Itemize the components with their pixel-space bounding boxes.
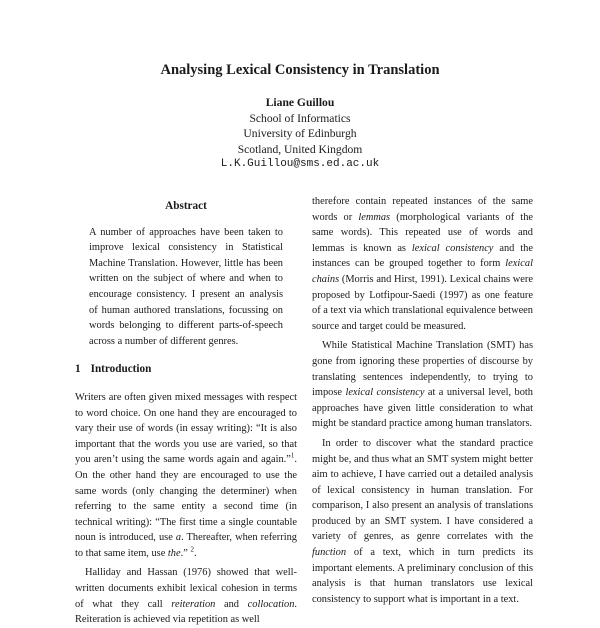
section-number: 1 bbox=[75, 363, 81, 376]
emphasis: reiteration bbox=[171, 598, 216, 610]
right-column bbox=[312, 194, 533, 607]
author-affiliation-university: University of Edinburgh bbox=[243, 127, 357, 141]
text-run: . Reiteration is achieved via repetition as well bbox=[75, 598, 297, 626]
emphasis: lexical consistency bbox=[345, 387, 425, 399]
author-email: L.K.Guillou@sms.ed.ac.uk bbox=[220, 158, 380, 171]
intro-paragraph-4 bbox=[312, 338, 533, 432]
intro-paragraph-1 bbox=[75, 390, 297, 562]
abstract-heading: Abstract bbox=[165, 200, 207, 212]
emphasis: the bbox=[167, 547, 181, 559]
footnote-marker-1: 1 bbox=[290, 451, 295, 460]
text-run: and bbox=[215, 598, 248, 610]
text-run: and the instances can be grouped together to form bbox=[312, 242, 533, 270]
author-affiliation-school: School of Informatics bbox=[249, 111, 351, 125]
text-run: While Statistical Machine Translation (SMT) has gone from ignoring these properties of discourse by translating sentences independently, to trying to impose bbox=[312, 340, 533, 399]
text-run: Writers are often given mixed messages with respect to word choice. On one hand they are encouraged to vary their use of words (in essay writing): “It is also important that the words you use are varied, so that you aren’t using the same words again and again.” bbox=[75, 391, 297, 466]
paper-title: Analysing Lexical Consistency in Translation bbox=[160, 62, 440, 78]
section-heading-introduction bbox=[75, 362, 297, 378]
abstract-text: A number of approaches have been taken to improve lexical consistency in Statistical Machine Translation. However, little has been written on the subject of where and when to encourage consistency. I present an analysis of human authored translations, focussing on words belonging to different parts-of-speech across a number of different genres. bbox=[89, 226, 283, 347]
intro-paragraph-2 bbox=[75, 565, 297, 627]
section-title: Introduction bbox=[90, 363, 152, 376]
intro-paragraph-5 bbox=[312, 436, 533, 608]
text-run: In order to discover what the standard practice might be, and thus what an SMT system might better aim to achieve, I have carried out a detailed analysis of lexical consistency in human translation. For comparison, I also present an analysis of translations produced by an SMT system. I have considered a variety of genres, as genre correlates with the bbox=[312, 437, 533, 543]
author-name: Liane Guillou bbox=[265, 96, 335, 109]
text-run: of a text, which in turn predicts its important elements. A preliminary conclusion of this analysis is that human translators use lexical consistency to support what is important in a text. bbox=[312, 547, 533, 605]
emphasis: a bbox=[175, 532, 182, 544]
text-run: . On the other hand they are encouraged to use the same words (only changing the determiner) when referring to the same entity a second time (in technical writing): “The first time a single countable noun is introduced, use bbox=[75, 454, 297, 544]
text-run: therefore contain repeated instances of the same words or bbox=[312, 196, 533, 223]
text-run: . Thereafter, when referring to that same item, use bbox=[75, 532, 297, 559]
emphasis: function bbox=[312, 547, 347, 559]
text-run: (Morris and Hirst, 1991). Lexical chains were proposed by Lotfipour-Saedi (1997) as one feature of a text via which translational equivalence between source and target could be measured. bbox=[312, 273, 533, 332]
footnote-marker-2: 2 bbox=[190, 545, 194, 554]
author-block bbox=[0, 95, 600, 173]
text-run: at a universal level, both approaches have given little consideration to what might be standard practice among human translators. bbox=[312, 387, 533, 430]
left-column bbox=[75, 199, 297, 628]
intro-paragraph-3 bbox=[312, 194, 533, 334]
emphasis: lemmas bbox=[358, 211, 391, 223]
text-run: (morphological variants of the same words). This repeated use of words and lemmas is known as bbox=[312, 211, 533, 254]
text-run: . bbox=[193, 547, 197, 559]
text-run: .” bbox=[180, 547, 191, 559]
emphasis: lexical chains bbox=[312, 258, 533, 285]
emphasis: lexical consistency bbox=[411, 242, 494, 254]
author-affiliation-country: Scotland, United Kingdom bbox=[237, 142, 363, 156]
emphasis: collocation bbox=[247, 598, 295, 610]
text-run: Halliday and Hassan (1976) showed that well-written documents exhibit lexical cohesion in terms of what they call bbox=[75, 567, 297, 610]
